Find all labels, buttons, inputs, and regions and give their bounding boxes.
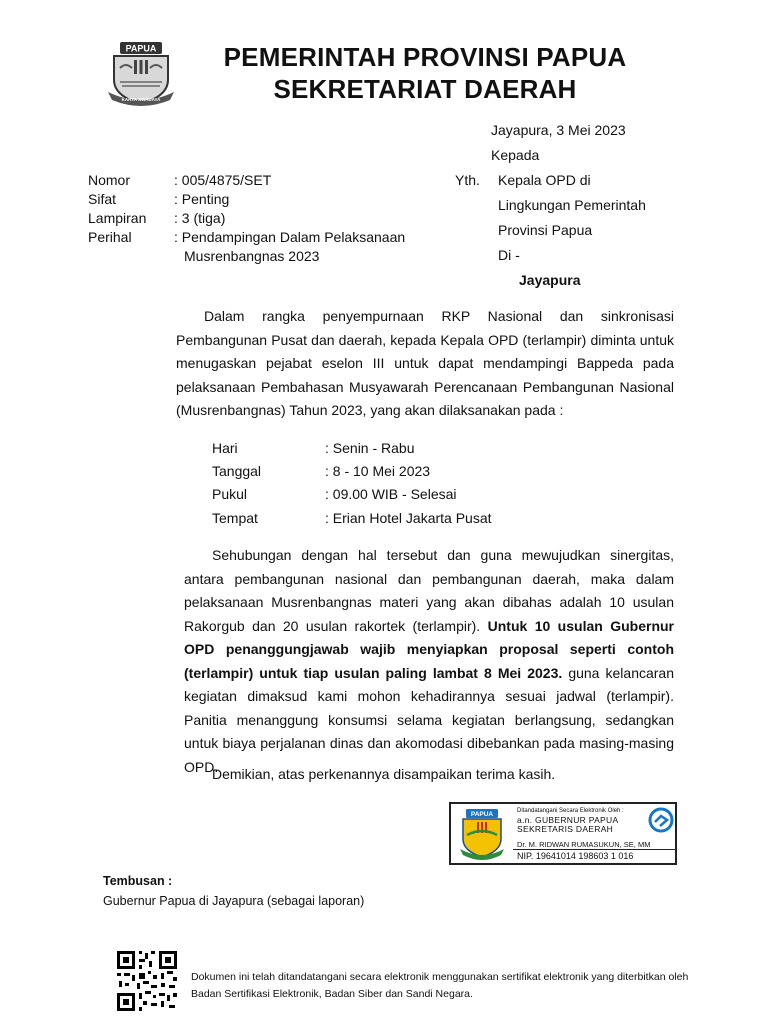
recipient-yth: Yth.	[455, 172, 480, 188]
signature-line-3: SEKRETARIS DAERAH	[517, 824, 614, 834]
meta-label-sifat: Sifat	[88, 191, 117, 207]
recipient-line-4: Di -	[498, 247, 520, 263]
svg-text:KARYA SWADAYA: KARYA SWADAYA	[121, 97, 161, 102]
detail-value: : Senin - Rabu	[325, 440, 415, 456]
verification-qr-code-icon	[115, 949, 179, 1013]
footer-note-line-2: Badan Sertifikasi Elektronik, Badan Siber dan Sandi Negara.	[191, 988, 473, 1000]
paragraph-2-end: guna kelancaran kegiatan dimaksud kami mohon kehadirannya sesuai jadwal (terlampir). Panitia menanggung konsumsi selama kegiatan berlangsung, sedangkan untuk biaya perjalanan dinas dan akomodasi dibebankan pada masing-masing OPD.	[184, 664, 675, 775]
recipient-city: Jayapura	[519, 272, 581, 288]
detail-label: Pukul	[212, 486, 248, 502]
signature-line-2: a.n. GUBERNUR PAPUA	[517, 815, 619, 825]
meta-value-perihal-continued: Musrenbangnas 2023	[184, 248, 320, 264]
detail-value: : Erian Hotel Jakarta Pusat	[325, 510, 492, 526]
letter-place-date: Jayapura, 3 Mei 2023	[491, 122, 626, 138]
bsre-badge-icon	[648, 807, 674, 838]
tembusan-item: Gubernur Papua di Jayapura (sebagai laporan)	[103, 894, 365, 908]
recipient-line-1: Kepala OPD di	[498, 172, 591, 188]
footer-note-line-1: Dokumen ini telah ditandatangani secara elektronik menggunakan sertifikat elektronik yang diterbitkan oleh	[191, 971, 689, 983]
meta-label-perihal: Perihal	[88, 229, 132, 245]
detail-label: Tanggal	[212, 463, 262, 479]
detail-value: : 8 - 10 Mei 2023	[325, 463, 431, 479]
paragraph-2-start: Sehubungan dengan hal tersebut dan guna mewujudkan sinergitas, antara pembangunan nasional dan pembangunan daerah, maka dalam pelaksanaan Musrenbangnas materi yang akan dibahas adalah 10 usulan Rakorgub dan 20 usulan rakortek (terlampir).	[184, 547, 674, 634]
header-title-secretariat: SEKRETARIAT DAERAH	[273, 74, 577, 104]
recipient-line-2: Lingkungan Pemerintah	[498, 197, 646, 213]
paragraph-2-bold: Untuk 10 usulan Gubernur OPD penanggungjawab wajib menyiapkan proposal seperti contoh (terlampir) untuk tiap usulan paling lambat 8 Mei 2023.	[184, 617, 674, 681]
letter-kepada: Kepada	[491, 147, 540, 163]
meta-value-lampiran: : 3 (tiga)	[174, 210, 226, 226]
meta-value-perihal: : Pendampingan Dalam Pelaksanaan	[174, 229, 406, 245]
recipient-line-3: Provinsi Papua	[498, 222, 593, 238]
detail-label: Tempat	[212, 510, 258, 526]
body-paragraph-2	[184, 544, 674, 779]
meta-value-sifat: : Penting	[174, 191, 230, 207]
svg-text:PAPUA: PAPUA	[470, 811, 494, 818]
meta-value-nomor: : 005/4875/SET	[174, 172, 272, 188]
signature-nip: NIP. 19641014 198603 1 016	[513, 849, 677, 861]
detail-label: Hari	[212, 440, 238, 456]
header-title-province: PEMERINTAH PROVINSI PAPUA	[223, 42, 627, 72]
meta-label-lampiran: Lampiran	[88, 210, 147, 226]
svg-text:PAPUA: PAPUA	[125, 43, 157, 54]
electronic-signature-box	[449, 802, 677, 865]
signature-line-1: Ditandatangani Secara Elektronik Oleh :	[517, 808, 624, 814]
meta-label-nomor: Nomor	[88, 172, 131, 188]
body-paragraph-1: Dalam rangka penyempurnaan RKP Nasional dan sinkronisasi Pembangunan Pusat dan daerah, kepada Kepala OPD (terlampir) diminta untuk menugaskan pejabat eselon III untuk dapat mendampingi Bappeda pada pelaksanaan Pembahasan Musyawarah Perencanaan Pembangunan Nasional (Musrenbangnas) Tahun 2023, yang akan dilaksanakan pada :	[176, 308, 674, 418]
detail-value: : 09.00 WIB - Selesai	[325, 486, 457, 502]
signature-papua-logo	[457, 807, 507, 866]
body-paragraph-3: Demikian, atas perkenannya disampaikan terima kasih.	[212, 766, 556, 782]
tembusan-title: Tembusan :	[103, 874, 173, 888]
signature-name: Dr. M. RIDWAN RUMASUKUN, SE, MM	[517, 840, 651, 849]
